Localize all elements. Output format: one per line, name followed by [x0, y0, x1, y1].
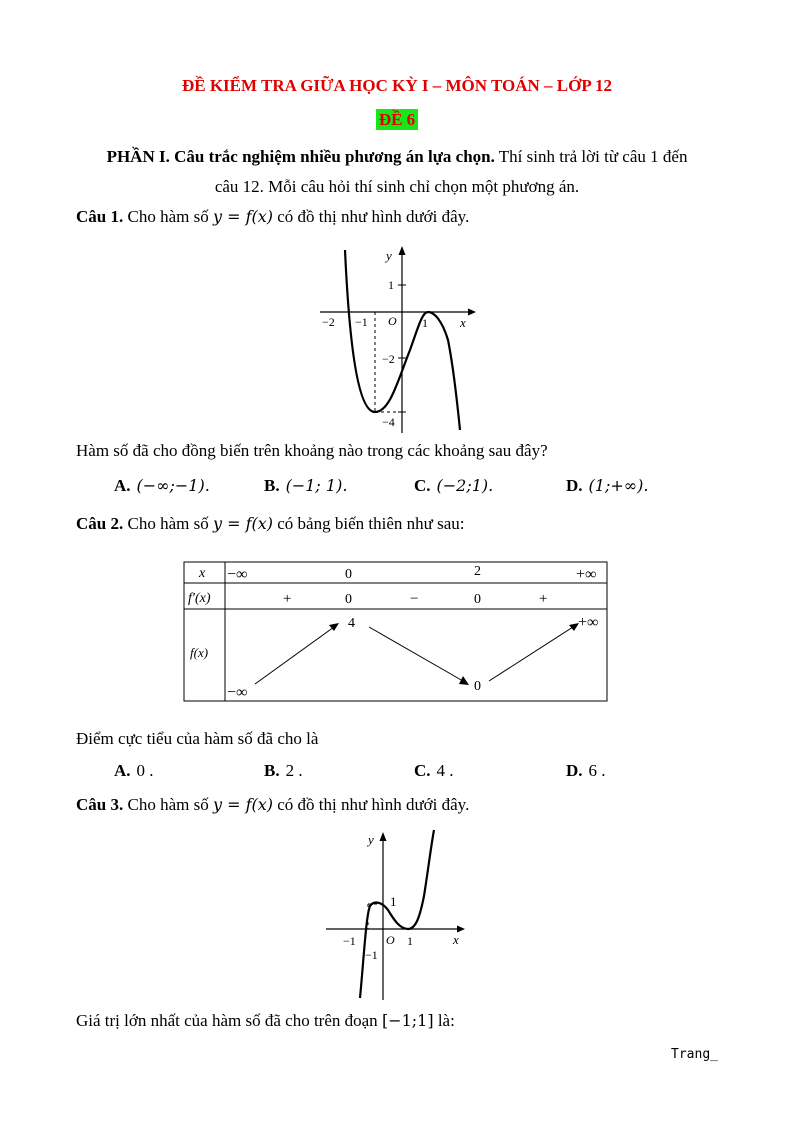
variation-row-x-label: x — [199, 566, 206, 581]
variation-fprime-zero-2: 0 — [474, 592, 481, 607]
q3-suffix: có đồ thị như hình dưới đây. — [273, 795, 470, 814]
q3-x-label: x — [453, 932, 459, 947]
q3-label: Câu 3. — [76, 795, 124, 814]
q1-suffix: có đồ thị như hình dưới đây. — [273, 207, 470, 226]
variation-fprime-plus-2: + — [539, 591, 548, 607]
q2-option-d[interactable] — [566, 761, 606, 781]
q2-option-b-key: B. — [264, 761, 280, 780]
part1-instruction-line1: Thí sinh trả lời từ câu 1 đến — [494, 147, 688, 166]
q1-option-a-key: A. — [114, 476, 131, 495]
q2-function: y = f(x) — [212, 514, 274, 533]
q3-stem — [76, 795, 469, 815]
exam-title: ĐỀ KIỂM TRA GIỮA HỌC KỲ I – MÔN TOÁN – LỚP 12 — [181, 76, 613, 95]
q1-y-arrow-icon — [399, 246, 406, 255]
q1-label-neg2x: −2 — [322, 315, 335, 329]
q1-label-1y: 1 — [388, 278, 394, 292]
q1-label-neg4y: −4 — [382, 415, 395, 429]
q2-question: Điểm cực tiểu của hàm số đã cho là — [76, 729, 319, 748]
q2-suffix: có bảng biến thiên như sau: — [273, 514, 465, 533]
q3-question-prefix: Giá trị lớn nhất của hàm số đã cho trên đoạn — [76, 1011, 382, 1030]
q2-option-b[interactable] — [264, 761, 303, 781]
q1-graph — [310, 240, 480, 435]
q3-question-suffix: là: — [433, 1011, 455, 1030]
variation-f-0: 0 — [474, 679, 481, 694]
q1-y-label: y — [386, 248, 392, 263]
q1-option-a[interactable] — [114, 476, 210, 496]
q3-y-arrow-icon — [380, 832, 387, 841]
q1-option-b-key: B. — [264, 476, 280, 495]
q2-option-a-text: 0 . — [136, 761, 154, 780]
q3-origin-label: O — [386, 933, 395, 947]
q1-x-label: x — [460, 315, 466, 330]
variation-row-fprime-label: f′(x) — [188, 591, 211, 606]
variation-fprime-zero-1: 0 — [345, 592, 352, 607]
q2-option-b-text: 2 . — [285, 761, 303, 780]
q2-option-d-text: 6 . — [588, 761, 606, 780]
q1-label-neg2y: −2 — [382, 352, 395, 366]
q1-option-d-key: D. — [566, 476, 583, 495]
q2-option-a-key: A. — [114, 761, 131, 780]
q2-option-c-text: 4 . — [436, 761, 454, 780]
q1-option-b-text: (−1; 1). — [285, 476, 348, 495]
part1-instruction-line2: câu 12. Mỗi câu hỏi thí sinh chỉ chọn một phương án. — [214, 177, 580, 196]
q2-label: Câu 2. — [76, 514, 124, 533]
q1-prefix: Cho hàm số — [123, 207, 213, 226]
q1-option-d-text: (1;+∞). — [588, 476, 649, 495]
exam-code-row — [0, 110, 794, 130]
variation-arrow-down-head-icon — [459, 676, 469, 685]
q2-stem — [76, 514, 464, 534]
q3-label-1y: 1 — [390, 894, 397, 909]
variation-f-pos-inf: +∞ — [578, 614, 599, 631]
exam-code-badge: ĐỀ 6 — [376, 109, 418, 130]
q3-curve — [360, 830, 434, 998]
q2-option-d-key: D. — [566, 761, 583, 780]
q3-prefix: Cho hàm số — [123, 795, 213, 814]
q2-prefix: Cho hàm số — [123, 514, 213, 533]
q1-label: Câu 1. — [76, 207, 124, 226]
q1-question: Hàm số đã cho đồng biến trên khoảng nào trong các khoảng sau đây? — [76, 441, 548, 460]
variation-x-pos-inf: +∞ — [576, 566, 597, 583]
q1-label-1x: 1 — [422, 316, 428, 330]
q1-option-d[interactable] — [566, 476, 648, 496]
variation-arrow-up-2 — [489, 627, 573, 681]
variation-table — [183, 561, 609, 703]
q3-interval: [−1;1] — [381, 1011, 434, 1030]
q1-x-arrow-icon — [468, 309, 476, 316]
q1-function: y = f(x) — [212, 207, 274, 226]
q3-function: y = f(x) — [212, 795, 274, 814]
variation-fprime-minus: − — [410, 591, 419, 607]
q2-option-a[interactable] — [114, 761, 154, 781]
q3-y-label: y — [368, 832, 374, 847]
variation-x-2: 2 — [474, 564, 481, 579]
q1-stem — [76, 207, 469, 227]
q1-option-c[interactable] — [414, 476, 493, 496]
variation-f-neg-inf: −∞ — [227, 684, 248, 701]
page-footer: Trang_ — [671, 1047, 718, 1062]
q2-option-c[interactable] — [414, 761, 454, 781]
q1-option-a-text: (−∞;−1). — [136, 476, 210, 495]
variation-f-4: 4 — [348, 616, 355, 631]
q3-label-1x: 1 — [407, 934, 413, 948]
q3-graph — [320, 826, 470, 1002]
variation-arrow-up-1 — [255, 627, 334, 684]
variation-row-f-label: f(x) — [190, 645, 209, 660]
q1-origin-label: O — [388, 314, 397, 328]
variation-fprime-plus-1: + — [283, 591, 292, 607]
q3-label-neg1x: −1 — [343, 934, 356, 948]
q1-option-b[interactable] — [264, 476, 347, 496]
variation-x-0: 0 — [345, 567, 352, 582]
q1-option-c-text: (−2;1). — [436, 476, 494, 495]
q3-question — [76, 1011, 455, 1031]
part1-heading: PHẦN I. Câu trắc nghiệm nhiều phương án lựa chọn. — [106, 147, 495, 166]
part1-instructions — [60, 142, 734, 202]
q3-label-neg1y: −1 — [365, 948, 378, 962]
q1-label-neg1x: −1 — [355, 315, 368, 329]
variation-x-neg-inf: −∞ — [227, 566, 248, 583]
q1-option-c-key: C. — [414, 476, 431, 495]
q2-option-c-key: C. — [414, 761, 431, 780]
variation-arrow-down — [369, 627, 463, 681]
